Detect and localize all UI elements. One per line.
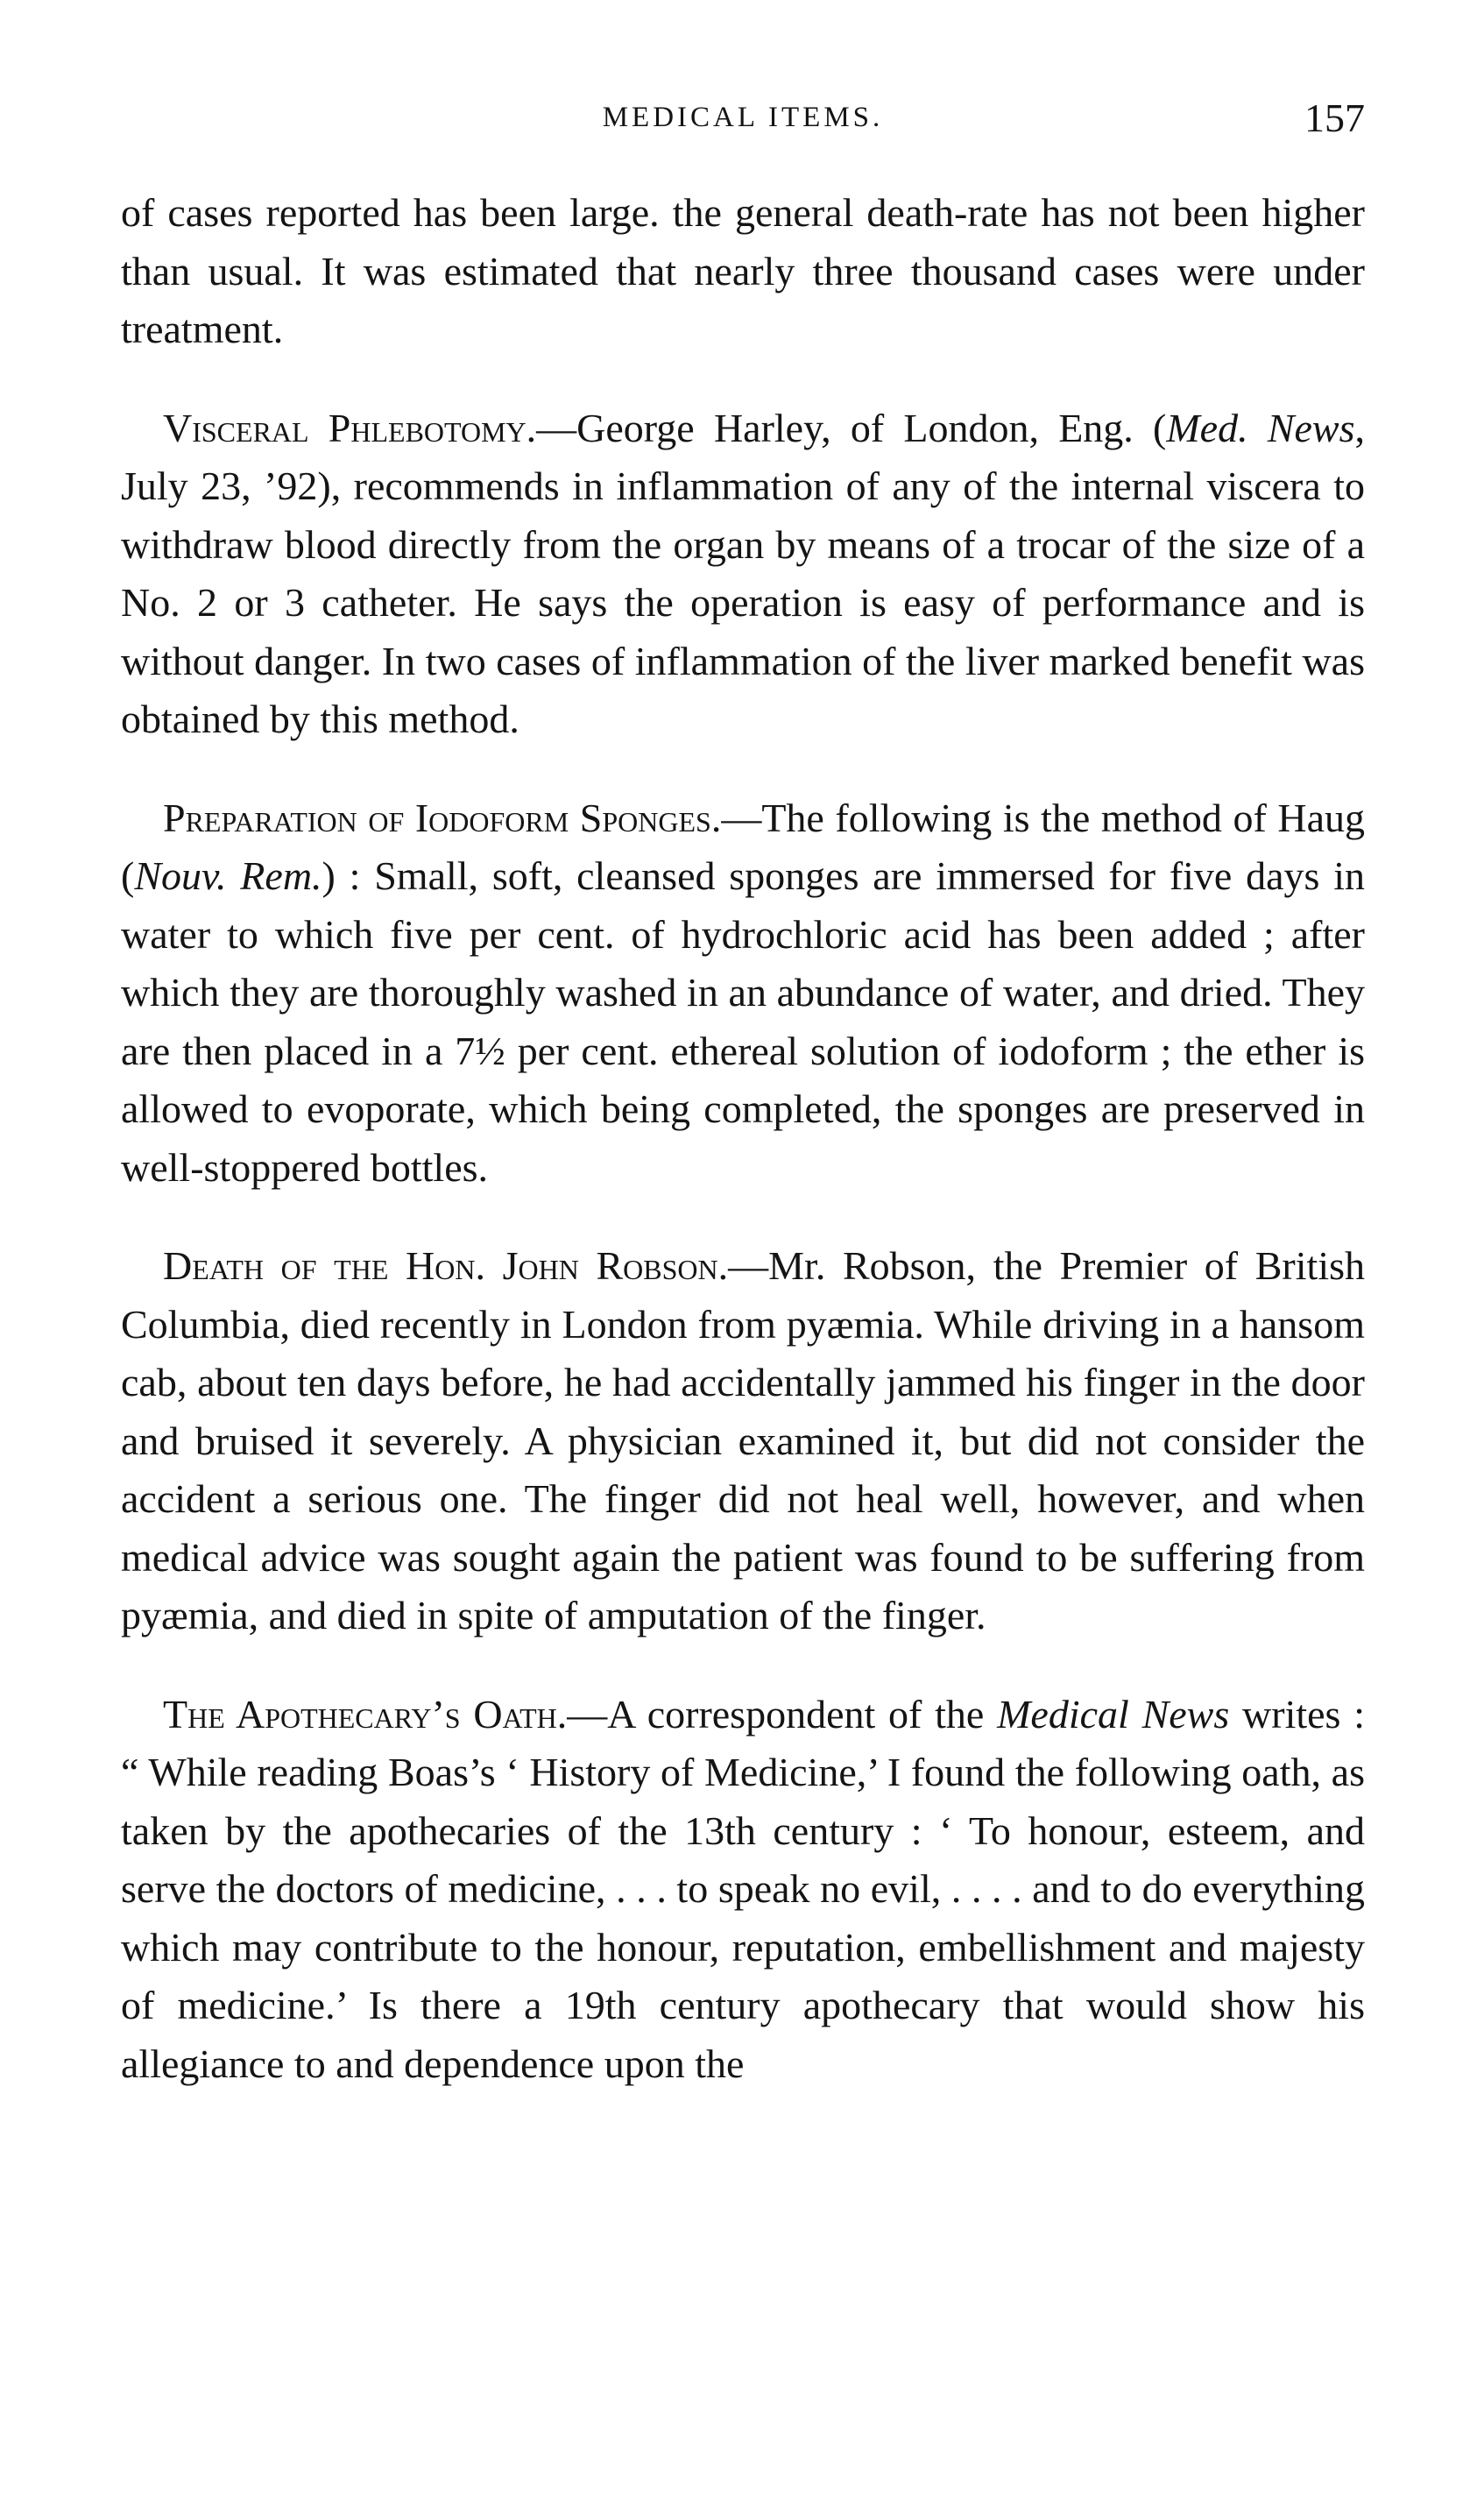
paragraph-text: —George Harley, of London, Eng. (: [536, 405, 1167, 450]
running-head: [121, 95, 1365, 147]
article-visceral-phlebotomy: [121, 400, 1365, 749]
article-death-john-robson: [121, 1237, 1365, 1645]
citation-title: Nouv. Rem.: [134, 853, 322, 898]
article-heading: Visceral Phlebotomy.: [163, 405, 537, 450]
paragraph-text: ) : Small, soft, cleansed sponges are immersed for five days in water to which five per cent. of hydrochloric acid has been added ; after which they are thoroughly washed in an abundance of water, and dried. They are then placed in a 7½ per cent. ethereal solution of iodoform ; the ether is allowed to evoporate, which being completed, the sponges are preserved in well-stoppered bottles.: [121, 853, 1366, 1190]
paragraph-text: eath-rate has not been higher than usual. It was estimated that nearly three thousand cases were under treatment.: [121, 190, 1365, 351]
body-text: [121, 184, 1365, 2093]
paragraph-continued-deaths: [121, 184, 1365, 359]
citation-title: Med. News: [1166, 405, 1355, 450]
page-number: 157: [1304, 95, 1365, 140]
article-heading: Death of the Hon. John Robson.: [163, 1243, 729, 1288]
article-heading: The Apothecary’s Oath.: [163, 1691, 568, 1736]
article-apothecarys-oath: [121, 1686, 1365, 2094]
paragraph-text: writes : “ While reading Boas’s ‘ History of Medicine,’ I found the following oath, as taken by the apothecaries of the 13th century : ‘ To honour, esteem, and serve the doctors of medicine, . . . to speak no evil, . . . . and to do everything which may contribute to the honour, reputation, embellishment and majesty of medicine.’ Is there a 19th century apothecary that would show his allegiance to and dependence upon the: [121, 1691, 1365, 2086]
running-title: MEDICAL ITEMS.: [602, 102, 884, 133]
article-heading: Preparation of Iodoform Sponges.: [163, 795, 722, 840]
paragraph-text: of cases reported has been large. the general d: [121, 190, 887, 235]
paragraph-text: , July 23, ’92), recommends in inflammation of any of the internal viscera to withdraw blood directly from the organ by means of a trocar of the size of a No. 2 or 3 catheter. He says the operation is easy of performance and is without danger. In two cases of inflammation of the liver marked benefit was obtained by this method.: [121, 405, 1365, 741]
article-iodoform-sponges: [121, 789, 1365, 1198]
paragraph-text: —The following is the method of Haug (: [121, 795, 1365, 898]
paragraph-text: —A correspondent of the: [567, 1691, 998, 1736]
citation-title: Medical News: [997, 1691, 1230, 1736]
paragraph-text: —Mr. Robson, the Premier of British Columbia, died recently in London from pyæmia. While driving in a hansom cab, about ten days before, he had accidentally jammed his finger in the door and bruised it severely. A physician examined it, but did not consider the accident a serious one. The finger did not heal well, however, and when medical advice was sought again the patient was found to be suffering from pyæmia, and died in spite of amputation of the finger.: [121, 1243, 1365, 1637]
